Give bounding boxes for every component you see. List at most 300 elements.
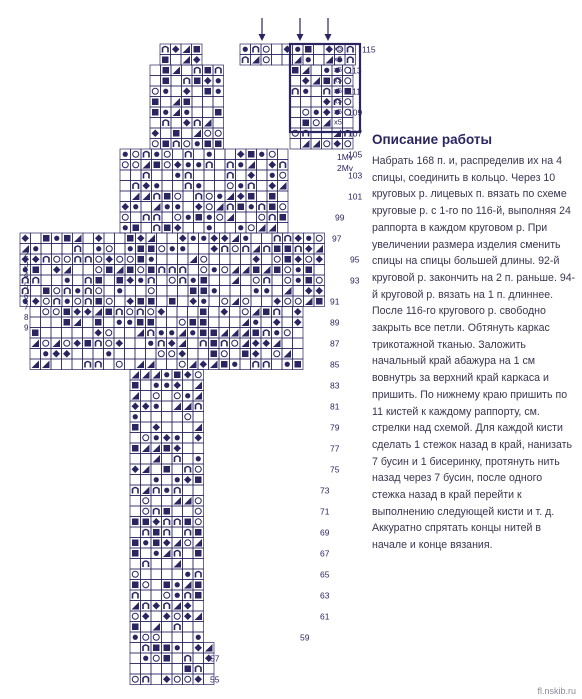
- yarn-over-symbol: [248, 225, 254, 231]
- chart-cell: [146, 307, 157, 318]
- filled-square-symbol: [263, 309, 270, 316]
- chart-cell: [230, 317, 241, 328]
- chart-cell: [192, 86, 203, 97]
- bead-symbol: [216, 78, 221, 83]
- diamond-symbol: [237, 151, 245, 159]
- chart-cell: [130, 496, 141, 507]
- filled-square-symbol: [106, 267, 113, 274]
- diamond-symbol: [193, 56, 201, 64]
- chart-cell: [236, 212, 247, 223]
- chart-cell: [343, 97, 354, 108]
- chart-cell: [73, 265, 84, 276]
- chart-cell: [173, 149, 184, 160]
- chart-cell: [157, 254, 168, 265]
- filled-square-symbol: [184, 99, 191, 106]
- yarn-over-symbol: [132, 571, 138, 577]
- yarn-over-symbol: [222, 298, 228, 304]
- chart-cell: [193, 496, 204, 507]
- chart-cell: [172, 527, 183, 538]
- chart-cell: [257, 202, 268, 213]
- chart-cell: [194, 191, 205, 202]
- chart-cell: [141, 223, 152, 234]
- chart-cell: [30, 317, 41, 328]
- decrease-symbol: [132, 602, 140, 610]
- chart-cell: [146, 349, 157, 360]
- row-number: 79: [330, 422, 340, 433]
- decrease-symbol: [232, 298, 240, 306]
- diamond-symbol: [22, 235, 30, 243]
- decrease-symbol: [204, 119, 212, 127]
- arch-symbol: [154, 194, 160, 200]
- arch-symbol: [175, 456, 181, 462]
- decrease-symbol: [132, 371, 140, 379]
- chart-cell: [162, 632, 173, 643]
- arch-symbol: [243, 57, 249, 63]
- yarn-over-symbol: [169, 351, 175, 357]
- decrease-symbol: [258, 224, 266, 232]
- yarn-over-symbol: [185, 414, 191, 420]
- decrease-symbol: [153, 623, 161, 631]
- chart-cell: [183, 538, 194, 549]
- arch-symbol: [228, 162, 234, 168]
- bead-symbol: [154, 152, 159, 157]
- arch-symbol: [196, 194, 202, 200]
- chart-cell: [151, 412, 162, 423]
- filled-square-symbol: [137, 319, 144, 326]
- chart-cell: [209, 307, 220, 318]
- bead-symbol: [133, 204, 138, 209]
- filled-square-symbol: [195, 582, 202, 589]
- chart-cell: [183, 622, 194, 633]
- bead-symbol: [123, 225, 128, 230]
- decrease-symbol: [153, 371, 161, 379]
- bead-symbol: [75, 288, 80, 293]
- chart-cell: [151, 590, 162, 601]
- arch-symbol: [348, 57, 354, 63]
- chart-cell: [135, 307, 146, 318]
- row-number: 61: [320, 611, 330, 622]
- decrease-symbol: [227, 193, 235, 201]
- chart-cell: [141, 412, 152, 423]
- chart-cell: [52, 275, 63, 286]
- bead-symbol: [65, 299, 70, 304]
- yarn-over-symbol: [195, 498, 201, 504]
- decrease-symbol: [153, 203, 161, 211]
- decrease-symbol: [242, 329, 250, 337]
- chart-cell: [41, 254, 52, 265]
- bead-symbol: [33, 246, 38, 251]
- filled-square-symbol: [195, 477, 202, 484]
- row-number: 113: [348, 65, 362, 76]
- filled-square-symbol: [274, 267, 281, 274]
- yarn-over-symbol: [53, 309, 59, 315]
- chart-cell: [120, 181, 131, 192]
- decrease-symbol: [194, 130, 202, 138]
- chart-cell: [167, 349, 178, 360]
- chart-cell: [172, 391, 183, 402]
- repeat-label: x5: [334, 86, 342, 95]
- chart-cell: [125, 338, 136, 349]
- chart-cell: [272, 275, 283, 286]
- yarn-over-symbol: [185, 540, 191, 546]
- decrease-symbol: [252, 56, 260, 64]
- decrease-symbol: [273, 340, 281, 348]
- chart-cell: [157, 233, 168, 244]
- diamond-symbol: [302, 77, 310, 85]
- filled-square-symbol: [242, 351, 249, 358]
- chart-cell: [141, 559, 152, 570]
- chart-cell: [167, 317, 178, 328]
- arch-symbol: [133, 488, 139, 494]
- chart-cell: [311, 97, 322, 108]
- chart-cell: [215, 160, 226, 171]
- chart-cell: [161, 97, 172, 108]
- filled-square-symbol: [153, 540, 160, 547]
- yarn-over-symbol: [324, 141, 330, 147]
- chart-cell: [194, 223, 205, 234]
- chart-cell: [220, 254, 231, 265]
- bead-symbol: [96, 246, 101, 251]
- yarn-over-symbol: [280, 172, 286, 178]
- chart-cell: [193, 370, 204, 381]
- chart-cell: [172, 506, 183, 517]
- chart-cell: [120, 191, 131, 202]
- chart-cell: [131, 160, 142, 171]
- yarn-over-symbol: [253, 277, 259, 283]
- chart-cell: [220, 244, 231, 255]
- bead-symbol: [54, 236, 59, 241]
- decrease-symbol: [174, 403, 182, 411]
- chart-cell: [114, 359, 125, 370]
- chart-cell: [343, 139, 354, 150]
- bead-symbol: [164, 372, 169, 377]
- bead-symbol: [196, 162, 201, 167]
- chart-cell: [141, 674, 152, 685]
- diamond-symbol: [127, 277, 135, 285]
- chart-cell: [104, 233, 115, 244]
- diamond-symbol: [326, 46, 334, 54]
- diamond-symbol: [263, 340, 271, 348]
- chart-cell: [182, 139, 193, 150]
- decrease-symbol: [143, 161, 151, 169]
- bead-symbol: [238, 183, 243, 188]
- yarn-over-symbol: [43, 298, 49, 304]
- yarn-over-symbol: [269, 151, 275, 157]
- chart-cell: [257, 212, 268, 223]
- yarn-over-symbol: [152, 141, 158, 147]
- chart-cell: [162, 454, 173, 465]
- chart-cell: [182, 76, 193, 87]
- filled-square-symbol: [305, 46, 312, 53]
- chart-cell: [188, 265, 199, 276]
- filled-square-symbol: [205, 141, 212, 148]
- chart-cell: [272, 254, 283, 265]
- yarn-over-symbol: [280, 204, 286, 210]
- yarn-over-symbol: [179, 319, 185, 325]
- filled-square-symbol: [148, 319, 155, 326]
- chart-cell: [290, 128, 301, 139]
- arch-symbol: [285, 236, 291, 242]
- chart-cell: [230, 338, 241, 349]
- filled-square-symbol: [138, 256, 145, 263]
- decrease-symbol: [195, 382, 203, 390]
- decrease-symbol: [132, 392, 140, 400]
- chart-cell: [141, 590, 152, 601]
- filled-square-symbol: [127, 235, 134, 242]
- arch-symbol: [270, 215, 276, 221]
- chart-cell: [130, 433, 141, 444]
- yarn-over-symbol: [174, 613, 180, 619]
- chart-cell: [51, 307, 62, 318]
- bead-symbol: [175, 173, 180, 178]
- filled-square-symbol: [195, 592, 202, 599]
- chart-cell: [72, 349, 83, 360]
- chart-cell: [83, 265, 94, 276]
- bead-symbol: [154, 183, 159, 188]
- chart-cell: [283, 296, 294, 307]
- chart-cell: [278, 149, 289, 160]
- chart-cell: [178, 275, 189, 286]
- arch-symbol: [164, 530, 170, 536]
- yarn-over-symbol: [64, 256, 70, 262]
- chart-cell: [261, 328, 272, 339]
- chart-cell: [199, 265, 210, 276]
- yarn-over-symbol: [106, 246, 112, 252]
- chart-cell: [157, 244, 168, 255]
- diamond-symbol: [174, 224, 182, 232]
- decrease-symbol: [232, 235, 240, 243]
- yarn-over-symbol: [143, 582, 149, 588]
- decrease-symbol: [195, 539, 203, 547]
- arch-symbol: [163, 47, 169, 53]
- chart-cell: [130, 485, 141, 496]
- chart-cell: [141, 212, 152, 223]
- filled-square-symbol: [164, 466, 171, 473]
- repeat-label: x5: [334, 75, 342, 85]
- chart-cell: [41, 265, 52, 276]
- chart-cell: [151, 580, 162, 591]
- decrease-symbol: [227, 214, 235, 222]
- chart-cell: [41, 244, 52, 255]
- filled-square-symbol: [148, 267, 155, 274]
- chart-cell: [272, 359, 283, 370]
- arch-symbol: [143, 603, 149, 609]
- diamond-symbol: [295, 235, 303, 243]
- arch-symbol: [196, 404, 202, 410]
- chart-cell: [171, 76, 182, 87]
- filled-square-symbol: [292, 67, 299, 74]
- chart-cell: [183, 643, 194, 654]
- chart-cell: [104, 328, 115, 339]
- diamond-symbol: [127, 298, 135, 306]
- chart-cell: [311, 86, 322, 97]
- arch-symbol: [253, 47, 259, 53]
- arch-symbol: [148, 330, 154, 336]
- yarn-over-symbol: [345, 99, 351, 105]
- chart-cell: [151, 569, 162, 580]
- chart-cell: [62, 338, 73, 349]
- chart-cell: [161, 128, 172, 139]
- chart-cell: [290, 86, 301, 97]
- filled-square-symbol: [274, 246, 281, 253]
- chart-cell: [272, 307, 283, 318]
- chart-cell: [172, 422, 183, 433]
- bead-symbol: [154, 551, 159, 556]
- filled-square-symbol: [132, 424, 139, 431]
- chart-cell: [188, 307, 199, 318]
- chart-cell: [83, 254, 94, 265]
- filled-square-symbol: [64, 309, 71, 316]
- diamond-symbol: [106, 256, 114, 264]
- filled-square-symbol: [133, 225, 140, 232]
- chart-cell: [172, 622, 183, 633]
- chart-cell: [183, 433, 194, 444]
- row-number: 77: [330, 443, 340, 454]
- chart-cell: [162, 622, 173, 633]
- arch-symbol: [175, 551, 181, 557]
- decrease-symbol: [284, 350, 292, 358]
- decrease-symbol: [184, 403, 192, 411]
- chart-cell: [215, 149, 226, 160]
- decrease-symbol: [179, 340, 187, 348]
- arch-symbol: [154, 488, 160, 494]
- diamond-symbol: [237, 193, 245, 201]
- diamond-symbol: [174, 382, 182, 390]
- yarn-over-symbol: [143, 508, 149, 514]
- diamond-symbol: [122, 203, 130, 211]
- chart-cell: [130, 664, 141, 675]
- chart-cell: [151, 506, 162, 517]
- bead-symbol: [138, 278, 143, 283]
- chart-cell: [115, 233, 126, 244]
- bead-symbol: [295, 47, 300, 52]
- filled-square-symbol: [285, 246, 292, 253]
- decrease-symbol: [195, 392, 203, 400]
- bead-symbol: [253, 320, 258, 325]
- chart-cell: [171, 118, 182, 129]
- arch-symbol: [163, 120, 169, 126]
- chart-cell: [150, 86, 161, 97]
- arch-symbol: [85, 362, 91, 368]
- filled-square-symbol: [148, 246, 155, 253]
- chart-cell: [167, 233, 178, 244]
- chart-cell: [162, 475, 173, 486]
- chart-cell: [225, 223, 236, 234]
- diamond-symbol: [195, 644, 203, 652]
- yarn-over-symbol: [316, 277, 322, 283]
- diamond-symbol: [269, 161, 277, 169]
- chart-cell: [114, 307, 125, 318]
- diamond-symbol: [153, 602, 161, 610]
- decrease-symbol: [232, 266, 240, 274]
- chart-cell: [167, 275, 178, 286]
- decrease-symbol: [195, 613, 203, 621]
- chart-cell: [345, 55, 356, 66]
- bead-symbol: [186, 162, 191, 167]
- filled-square-symbol: [200, 330, 207, 337]
- arch-symbol: [228, 173, 234, 179]
- chart-cell: [161, 118, 172, 129]
- diamond-symbol: [163, 539, 171, 547]
- chart-cell: [104, 296, 115, 307]
- decrease-symbol: [242, 340, 250, 348]
- chart-cell: [41, 338, 52, 349]
- chart-cell: [262, 244, 273, 255]
- chart-cell: [141, 391, 152, 402]
- decrease-symbol: [174, 539, 182, 547]
- filled-square-symbol: [195, 550, 202, 557]
- filled-square-symbol: [127, 267, 134, 274]
- arch-symbol: [143, 530, 149, 536]
- filled-square-symbol: [194, 78, 201, 85]
- filled-square-symbol: [173, 130, 180, 137]
- bead-symbol: [175, 435, 180, 440]
- chart-cell: [52, 296, 63, 307]
- chart-cell: [282, 338, 293, 349]
- chart-numeral: 9: [24, 323, 29, 333]
- bead-symbol: [196, 635, 201, 640]
- chart-cell: [283, 265, 294, 276]
- filled-square-symbol: [132, 382, 139, 389]
- chart-cell: [193, 601, 204, 612]
- chart-cell: [31, 233, 42, 244]
- chart-cell: [198, 349, 209, 360]
- decrease-symbol: [142, 371, 150, 379]
- chart-cell: [261, 317, 272, 328]
- chart-cell: [51, 359, 62, 370]
- chart-cell: [172, 569, 183, 580]
- yarn-over-symbol: [179, 361, 185, 367]
- arch-symbol: [75, 246, 81, 252]
- yarn-over-symbol: [295, 298, 301, 304]
- bead-symbol: [186, 215, 191, 220]
- yarn-over-symbol: [127, 256, 133, 262]
- chart-cell: [262, 275, 273, 286]
- chart-cell: [141, 622, 152, 633]
- decrease-symbol: [231, 329, 239, 337]
- bead-symbol: [190, 330, 195, 335]
- row-number: 109: [348, 107, 363, 118]
- chart-cell: [31, 275, 42, 286]
- decrease-symbol: [163, 550, 171, 558]
- chart-cell: [262, 254, 273, 265]
- chart-cell: [152, 191, 163, 202]
- chart-cell: [156, 349, 167, 360]
- chart-cell: [199, 254, 210, 265]
- chart-cell: [183, 653, 194, 664]
- chart-cell: [293, 338, 304, 349]
- chart-cell: [183, 464, 194, 475]
- arch-symbol: [243, 246, 249, 252]
- bead-symbol: [133, 635, 138, 640]
- chart-cell: [225, 149, 236, 160]
- yarn-over-symbol: [127, 309, 133, 315]
- diamond-symbol: [74, 340, 82, 348]
- chart-cell: [150, 76, 161, 87]
- chart-cell: [150, 118, 161, 129]
- row-number: 71: [320, 506, 330, 517]
- filled-square-symbol: [132, 519, 139, 526]
- bead-symbol: [175, 204, 180, 209]
- bead-symbol: [201, 236, 206, 241]
- row-number: 73: [320, 485, 330, 496]
- row-number: 69: [320, 527, 330, 538]
- arch-symbol: [164, 519, 170, 525]
- arch-symbol: [201, 341, 207, 347]
- diamond-symbol: [305, 245, 313, 253]
- chart-cell: [193, 622, 204, 633]
- decrease-symbol: [253, 245, 261, 253]
